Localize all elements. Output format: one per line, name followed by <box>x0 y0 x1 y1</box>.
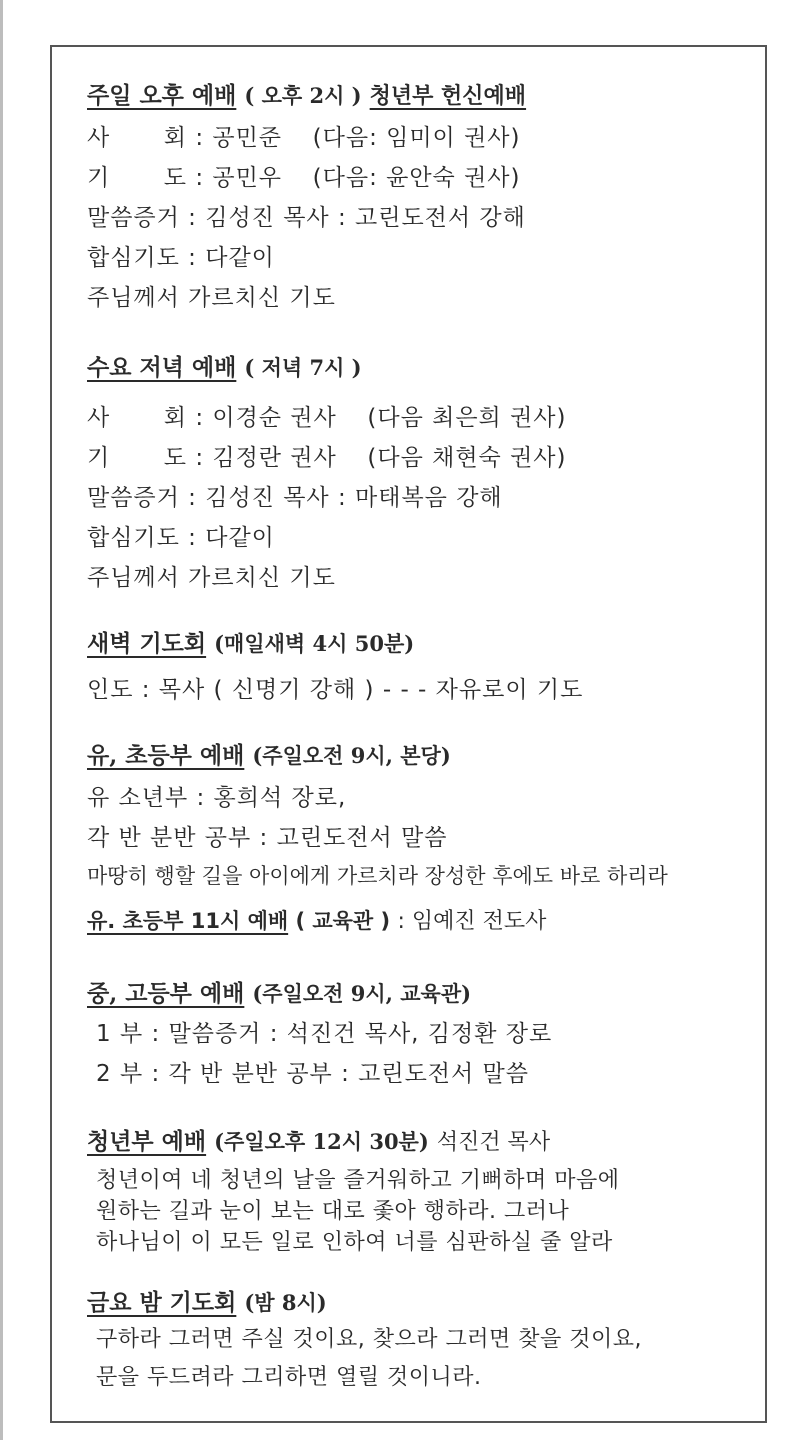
unison-prayer-line: 합심기도 : 다같이 <box>87 245 275 271</box>
heading-tail: 청년부 헌신예배 <box>369 83 527 109</box>
section-heading-friday-night <box>87 1287 327 1319</box>
heading-title: 중, 고등부 예배 <box>87 980 245 1007</box>
heading-time: ( 오후 2시 ) <box>244 83 362 108</box>
heading-time: (주일오후 12시 30분) <box>214 1129 429 1154</box>
children-study-line: 각 반 분반 공부 : 고린도전서 말씀 <box>87 825 448 851</box>
heading-title: 주일 오후 예배 <box>87 82 237 109</box>
young-adults-verse-line: 원하는 길과 눈이 보는 대로 좇아 행하라. 그러나 <box>96 1199 570 1224</box>
section-heading-young-adults <box>87 1126 550 1159</box>
section-heading-dawn-prayer <box>87 628 414 660</box>
lords-prayer-line: 주님께서 가르치신 기도 <box>87 285 336 311</box>
heading-time: (주일오전 9시, 본당) <box>252 743 451 768</box>
friday-verse-line: 문을 두드려라 그리하면 열릴 것이니라. <box>96 1365 482 1390</box>
young-adults-verse-line: 하나님이 이 모든 일로 인하여 너를 심판하실 줄 알라 <box>96 1230 613 1255</box>
youth-part2-line: 2 부 : 각 반 분반 공부 : 고린도전서 말씀 <box>96 1061 529 1087</box>
heading-tail: 석진건 목사 <box>436 1130 551 1155</box>
friday-verse-line: 구하라 그러면 주실 것이요, 찾으라 그러면 찾을 것이요, <box>96 1327 642 1352</box>
presider-line: 사 회 : 이경순 권사 (다음 최은희 권사) <box>87 405 567 431</box>
lords-prayer-line: 주님께서 가르치신 기도 <box>87 565 336 591</box>
children-leader-line: 유 소년부 : 홍희석 장로, <box>87 785 347 811</box>
section-heading-children <box>87 740 451 772</box>
heading-tail: : 임예진 전도사 <box>397 909 547 934</box>
prayer-line: 기 도 : 김정란 권사 (다음 채현숙 권사) <box>87 445 567 471</box>
youth-part1-line: 1 부 : 말씀증거 : 석진건 목사, 김정환 장로 <box>96 1021 553 1047</box>
section-heading-youth <box>87 978 471 1010</box>
heading-time: (매일새벽 4시 50분) <box>214 631 415 656</box>
sermon-line: 말씀증거 : 김성진 목사 : 마태복음 강해 <box>87 485 503 511</box>
heading-title: 수요 저녁 예배 <box>87 354 237 381</box>
page-edge <box>0 0 3 1440</box>
presider-next: (다음 최은희 권사) <box>367 405 567 431</box>
heading-time: (밤 8시) <box>244 1290 327 1315</box>
dawn-leader-line: 인도 : 목사 ( 신명기 강해 ) - - - 자유로이 기도 <box>87 677 584 703</box>
prayer-name: 공민우 <box>212 165 283 191</box>
heading-place: ( 교육관 ) <box>295 909 391 933</box>
section-heading-children-11 <box>87 905 546 938</box>
prayer-name: 김정란 권사 <box>212 445 337 471</box>
heading-title: 유, 초등부 예배 <box>87 742 245 769</box>
presider-name: 공민준 <box>212 125 283 151</box>
heading-title: 유. 초등부 11시 예배 <box>87 909 289 933</box>
heading-title: 금요 밤 기도회 <box>87 1289 237 1316</box>
young-adults-verse-line: 청년이여 네 청년의 날을 즐거워하고 기뻐하며 마음에 <box>96 1168 620 1193</box>
presider-next: (다음: 임미이 권사) <box>312 125 521 151</box>
prayer-next: (다음 채현숙 권사) <box>367 445 567 471</box>
section-heading-sunday-afternoon <box>87 80 526 112</box>
sermon-line: 말씀증거 : 김성진 목사 : 고린도전서 강해 <box>87 205 526 231</box>
prayer-next: (다음: 윤안숙 권사) <box>312 165 521 191</box>
children-verse-line: 마땅히 행할 길을 아이에게 가르치라 장성한 후에도 바로 하리라 <box>87 864 668 888</box>
unison-prayer-line: 합심기도 : 다같이 <box>87 525 275 551</box>
presider-line: 사 회 : 공민준 (다음: 임미이 권사) <box>87 125 521 151</box>
heading-time: (주일오전 9시, 교육관) <box>252 981 472 1006</box>
heading-time: ( 저녁 7시 ) <box>244 355 362 380</box>
section-heading-wednesday-evening <box>87 352 362 384</box>
heading-title: 새벽 기도회 <box>87 630 207 657</box>
heading-title: 청년부 예배 <box>87 1128 207 1155</box>
presider-name: 이경순 권사 <box>212 405 337 431</box>
prayer-line: 기 도 : 공민우 (다음: 윤안숙 권사) <box>87 165 521 191</box>
